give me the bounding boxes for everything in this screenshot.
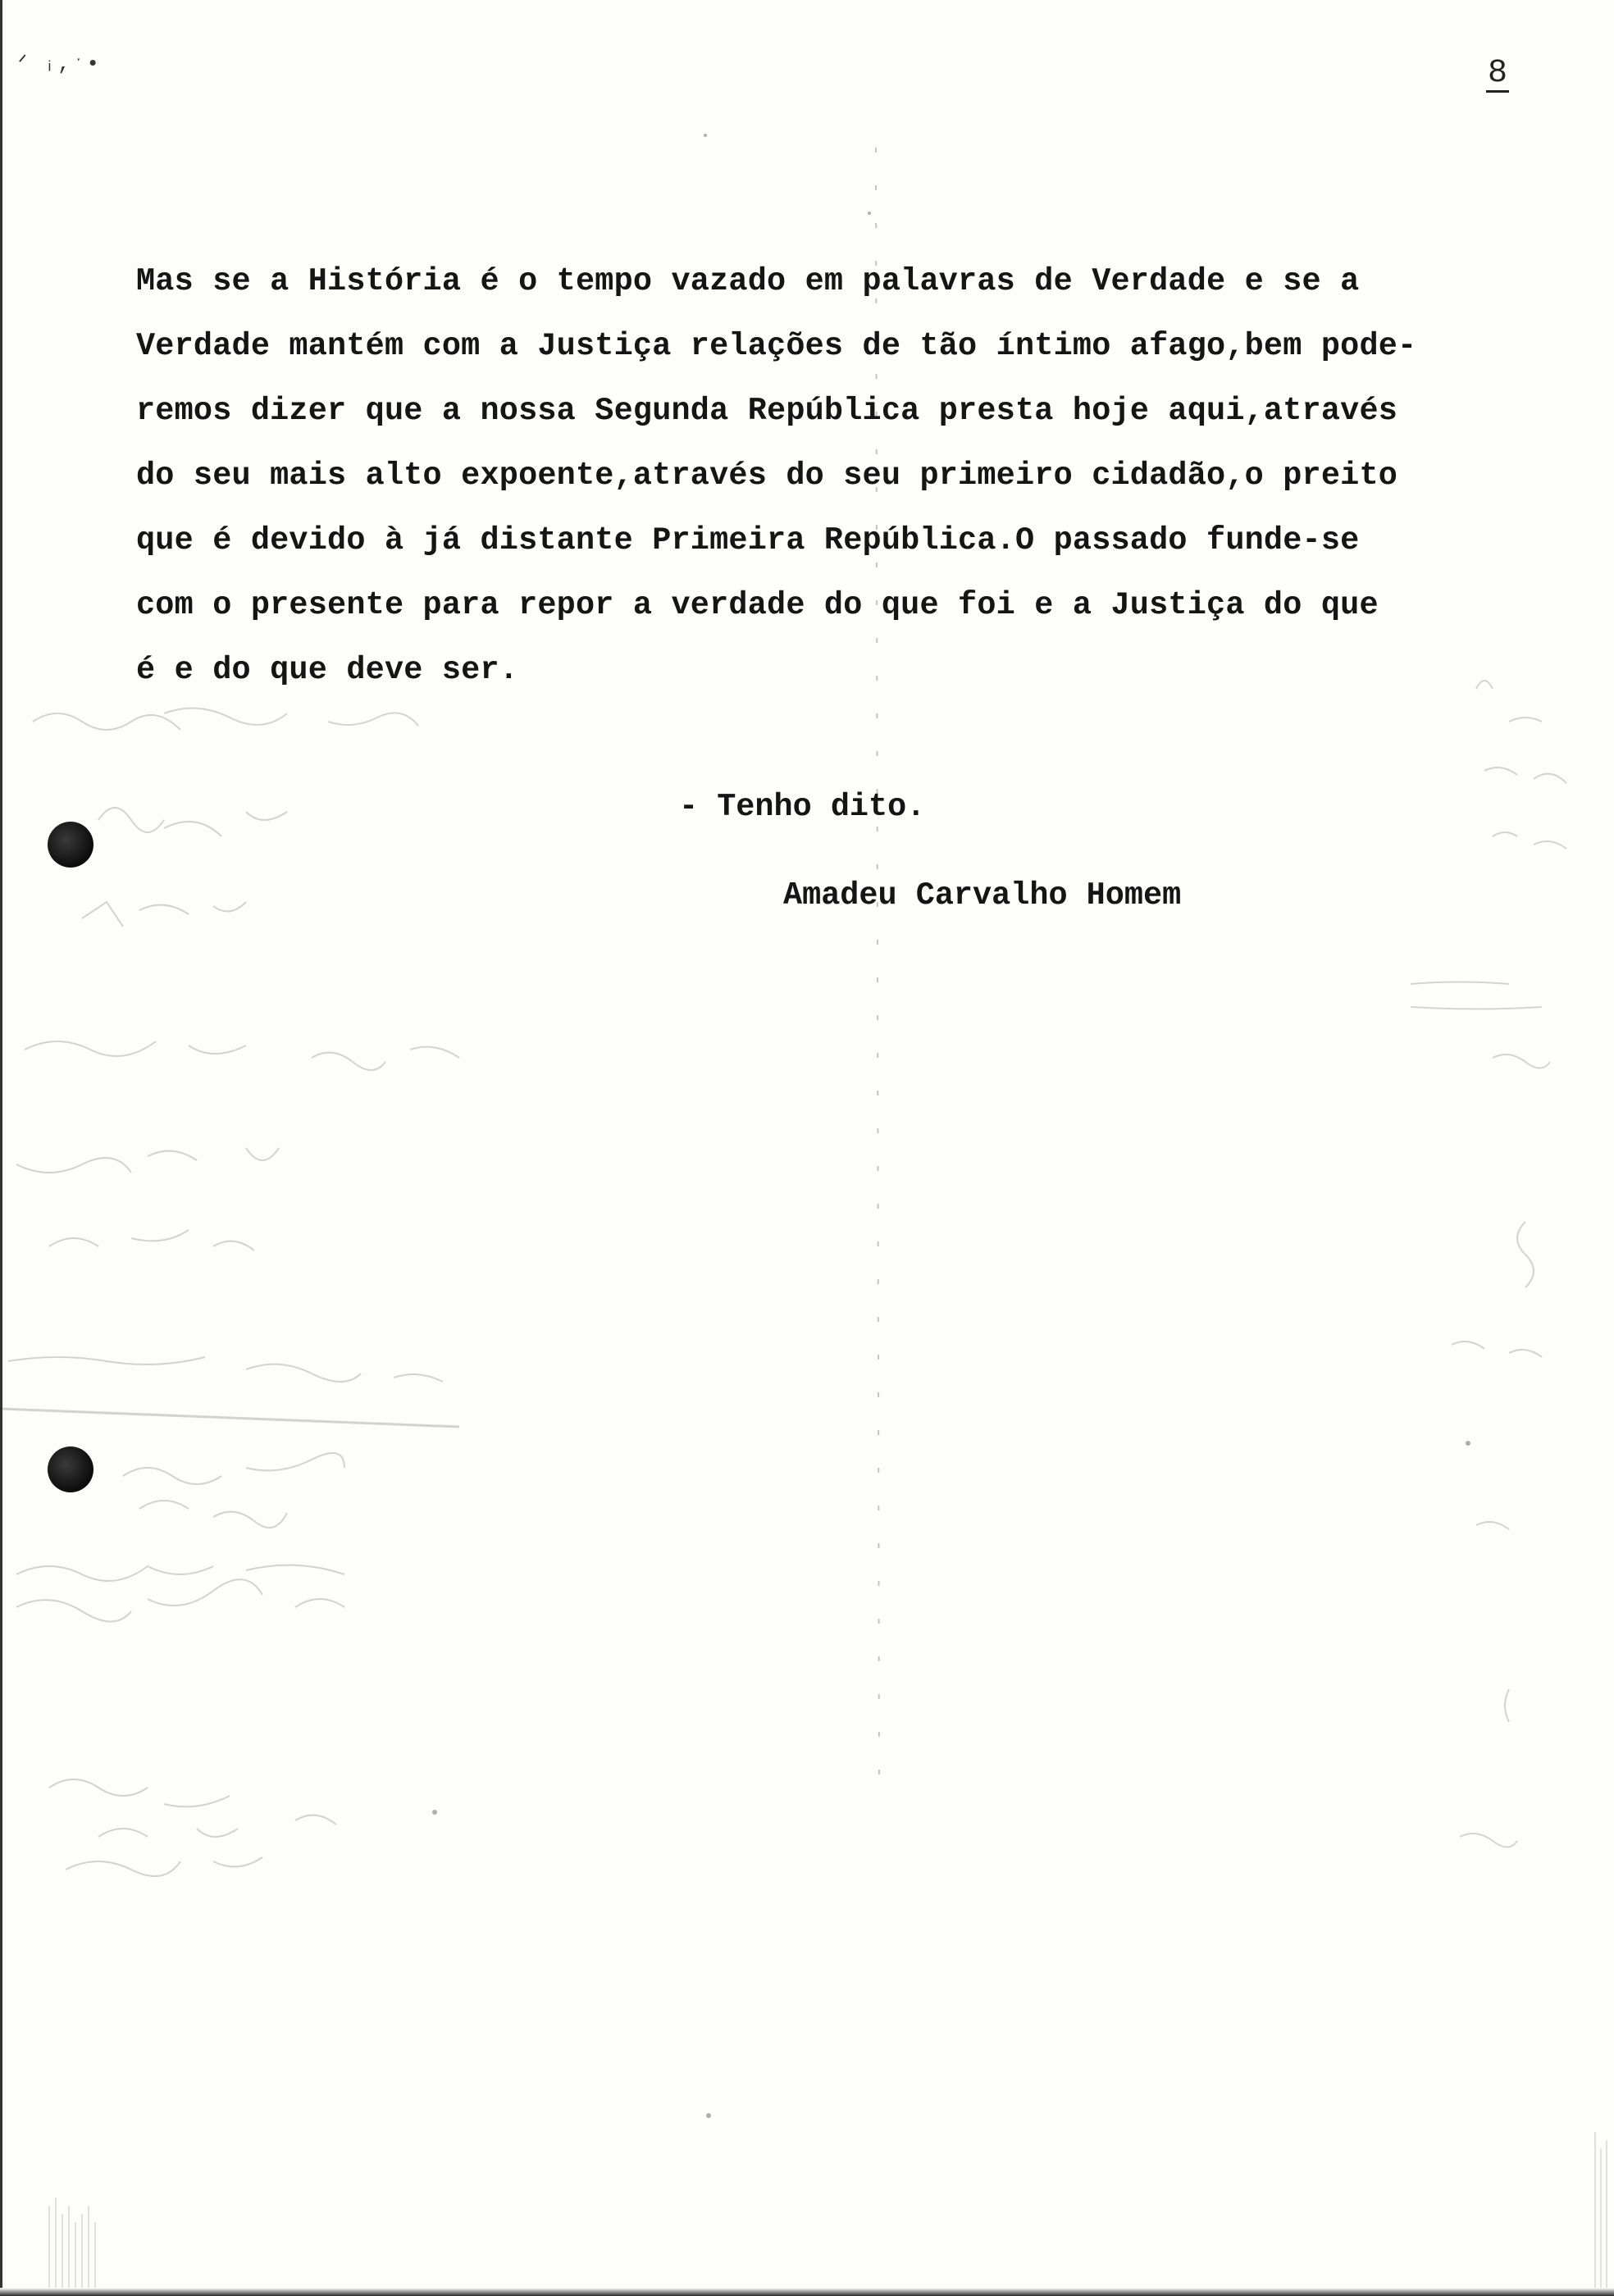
body-line: remos dizer que a nossa Segunda República presta hoje aqui,através [136, 393, 1398, 429]
body-line: do seu mais alto expoente,através do seu primeiro cidadão,o preito [136, 458, 1398, 494]
body-paragraph [136, 249, 1530, 703]
punch-hole-bottom [48, 1446, 93, 1492]
author-signature: Amadeu Carvalho Homem [783, 877, 1182, 913]
page-number: 8 [1488, 55, 1508, 92]
body-line: com o presente para repor a verdade do que foi e a Justiça do que [136, 587, 1379, 623]
scan-bottom-edge [0, 2288, 1614, 2296]
scan-left-edge [0, 0, 2, 2296]
closing-remark: - Tenho dito. [679, 789, 926, 825]
body-line: é e do que deve ser. [136, 652, 519, 688]
body-line: Mas se a História é o tempo vazado em palavras de Verdade e se a [136, 263, 1360, 299]
body-line: que é devido à já distante Primeira República.O passado funde-se [136, 522, 1360, 558]
body-line: Verdade mantém com a Justiça relações de tão íntimo afago,bem pode- [136, 328, 1417, 364]
corner-annotation: ᐟ ᵢ,ˑ• [18, 52, 102, 76]
punch-hole-top [48, 822, 93, 868]
